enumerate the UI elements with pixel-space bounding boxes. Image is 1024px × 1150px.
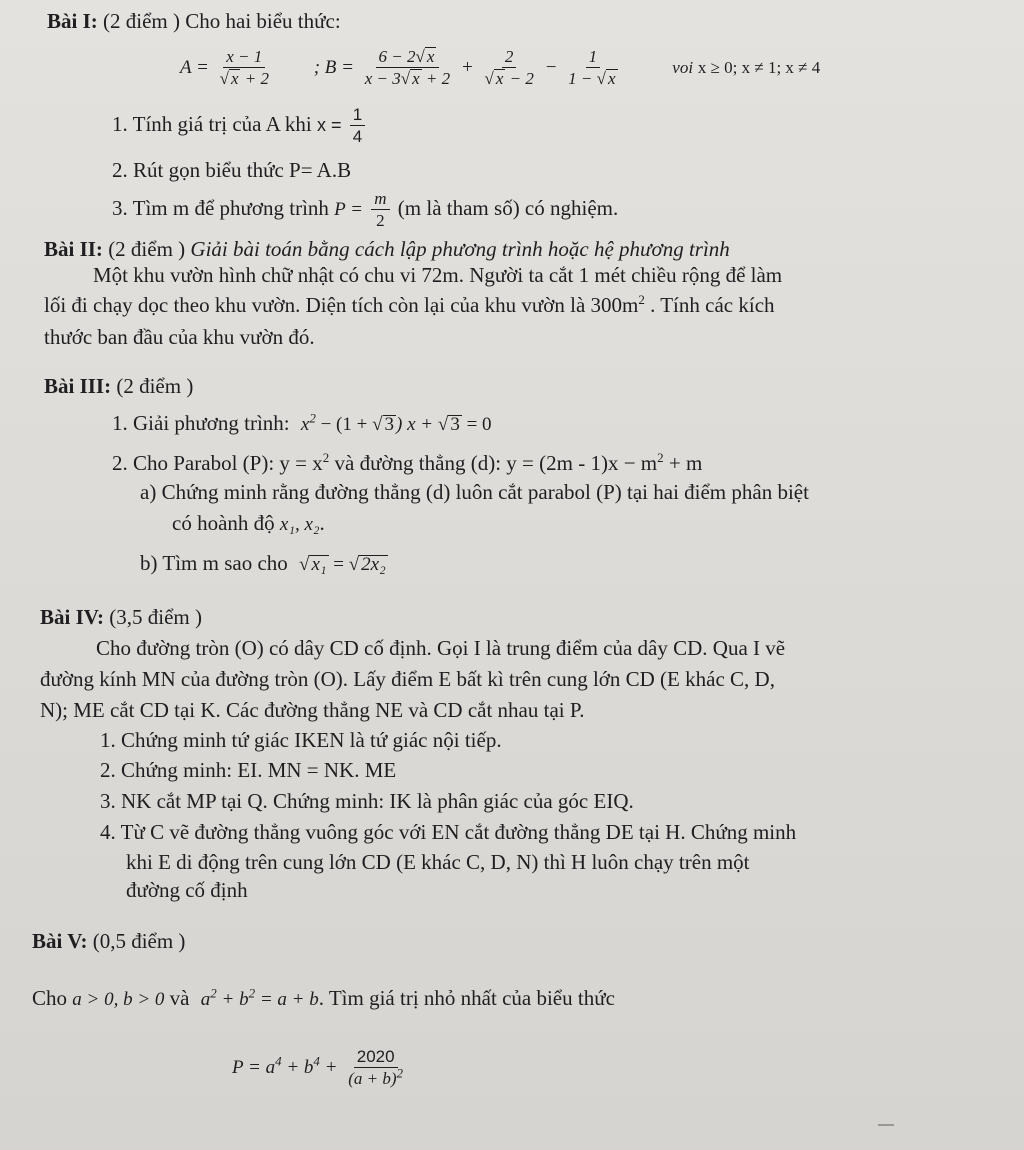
bai5-eq-b: + b (216, 989, 249, 1010)
qb-rad1: x₁ (311, 554, 327, 575)
P-den: (a + b) (348, 1069, 397, 1089)
qb-eq: = (333, 554, 344, 575)
bai3-q2-sup: 2 (322, 450, 330, 465)
bai5-line1b: . Tìm giá trị nhỏ nhất của biểu thức (318, 986, 615, 1010)
bai5-line1 (32, 985, 615, 1013)
bai3-q1-text: 1. Giải phương trình: (112, 411, 290, 435)
bai3-qa-line1: a) Chứng minh rằng đường thẳng (d) luôn cắt parabol (P) tại hai điểm phân biệt (140, 480, 809, 504)
B-den-b: + 2 (425, 69, 451, 89)
bai4-q4-line2: khi E di động trên cung lớn CD (E khác C, D, N) thì H luôn chạy trên một (126, 850, 750, 874)
f3-denominator: 1 − √ x (568, 69, 616, 89)
bai3-q2-sup2: 2 (657, 450, 664, 465)
A-numerator: x − 1 (223, 47, 265, 68)
A-fraction (217, 47, 272, 90)
A-def: A = (180, 57, 209, 78)
bai1-q2: 2. Rút gọn biểu thức P= A.B (112, 158, 352, 182)
bai2-line2b: . Tính các kích (650, 293, 775, 317)
bai2-line1: Một khu vườn hình chữ nhật có chu vi 72m. Người ta cắt 1 mét chiều rộng để làm (93, 263, 783, 287)
bai5-heading: Bài V: (32, 929, 88, 953)
bai1-q1 (112, 104, 368, 148)
bai2-line3: thước ban đầu của khu vườn đó. (44, 325, 315, 349)
P-mid: + b (281, 1057, 314, 1078)
eq-rad2: 3 (450, 414, 460, 435)
f3-den-a: 1 − (568, 69, 593, 89)
bai5-eq-c: = a + b (255, 989, 319, 1010)
P-plus: + (319, 1057, 338, 1078)
bai3-q2 (112, 450, 702, 476)
condition-label: voi (672, 58, 694, 77)
P-den-sup: 2 (396, 1065, 404, 1081)
bai3-q2-end: + m (663, 451, 703, 475)
bai3-heading: Bài III: (44, 374, 112, 398)
f2-den-radicand: x (495, 69, 504, 89)
bai2-instruction: Giải bài toán bằng cách lập phương trình hoặc hệ phương trình (190, 237, 730, 261)
bai5-eq-sup2: 2 (248, 985, 256, 1001)
B-num-radicand: x (426, 47, 435, 67)
bai2-heading-line (44, 236, 730, 262)
bai2-line2 (44, 292, 775, 318)
bai5-eq-a: a (200, 989, 211, 1010)
B-def: ; B = (313, 57, 354, 78)
eq-rad1: 3 (384, 414, 395, 435)
bai5-cond: a > 0, b > 0 (72, 989, 165, 1010)
B-fraction-3 (565, 47, 620, 90)
eq-x-sup: 2 (309, 410, 316, 426)
bai5-points: (0,5 điểm ) (92, 929, 186, 953)
minus-sign: − (544, 57, 558, 78)
bai2-line2a: lối đi chạy dọc theo khu vườn. Diện tích còn lại của khu vườn là (44, 293, 586, 317)
bai5-eq-sup1: 2 (210, 985, 217, 1001)
bai3-qb-text: b) Tìm m sao cho (140, 551, 288, 575)
f2-den-rest: − 2 (509, 69, 534, 89)
q1-text: 1. Tính giá trị của A khi (112, 112, 312, 136)
bai4-line1: Cho đường tròn (O) có dây CD cố định. Gọi I là trung điểm của dây CD. Qua I vẽ (96, 636, 786, 660)
bai5-P-expression (232, 1044, 409, 1092)
q3-rest: (m là tham số) có nghiệm. (397, 196, 619, 220)
bai3-qa-line2 (172, 510, 325, 538)
bai4-line2: đường kính MN của đường tròn (O). Lấy điểm E bất kì trên cung lớn CD (E khác C, D, (40, 667, 775, 691)
bai4-heading-line (40, 604, 202, 630)
bai4-q2: 2. Chứng minh: EI. MN = NK. ME (100, 758, 397, 782)
q3-denominator: 2 (376, 210, 385, 230)
bai4-q1: 1. Chứng minh tứ giác IKEN là tứ giác nội tiếp. (100, 728, 502, 752)
bai3-q2-text: 2. Cho Parabol (P): y = x (112, 451, 323, 475)
bai3-qb-equation: √ x₁ = √ 2x₂ (299, 554, 386, 575)
A-den-rest: + 2 (244, 69, 269, 89)
eq-x: x (300, 414, 310, 435)
P-fraction (345, 1047, 406, 1090)
A-denominator: √ x + 2 (219, 69, 269, 89)
q1-var: x = (316, 115, 342, 135)
eq-d: = 0 (461, 414, 492, 435)
bai3-points: (2 điểm ) (116, 374, 194, 398)
B-fraction-2 (481, 47, 536, 90)
bai3-qa-dot: . (319, 511, 325, 535)
f3-numerator: 1 (586, 47, 601, 68)
q3-fraction (371, 189, 389, 232)
bai4-heading: Bài IV: (40, 605, 104, 629)
bai5-cho: Cho (32, 986, 68, 1010)
bai1-heading: Bài I: (47, 9, 98, 33)
q3-text: 3. Tìm m để phương trình (112, 196, 329, 220)
P-denominator (345, 1065, 406, 1090)
bai2-area-sup: 2 (638, 292, 645, 307)
f2-denominator: √ x − 2 (484, 69, 534, 89)
B-den-a: x − 3 (364, 69, 401, 89)
pencil-mark (878, 1124, 894, 1126)
bai3-q2-mid: và đường thẳng (d): y = (2m - 1)x − m (329, 451, 658, 475)
bai1-q3 (112, 186, 618, 232)
bai3-qb (140, 550, 388, 578)
A-den-radicand: x (230, 69, 239, 89)
bai1-points: (2 điểm ) Cho hai biểu thức: (103, 9, 341, 33)
bai4-points: (3,5 điểm ) (109, 605, 202, 629)
B-num-a: 6 − 2 (378, 47, 416, 67)
B-den-radicand: x (412, 69, 420, 89)
bai1-heading-line (47, 8, 341, 34)
bai2-points: (2 điểm ) (108, 237, 186, 261)
bai5-equation (200, 985, 319, 1010)
q3-numerator: m (371, 189, 389, 210)
eq-c: ) x + (396, 414, 438, 435)
q1-numerator: 1 (350, 105, 365, 126)
bai3-q1 (112, 410, 492, 438)
plus-sign: + (460, 57, 474, 78)
bai4-q3: 3. NK cắt MP tại Q. Chứng minh: IK là phân giác của góc EIQ. (100, 789, 634, 813)
P-numerator: 2020 (354, 1047, 398, 1068)
bai3-qa-text: có hoành độ (172, 511, 275, 535)
P-sup2: 4 (313, 1053, 320, 1069)
bai2-heading: Bài II: (44, 237, 103, 261)
f3-den-radicand: x (608, 69, 616, 89)
q3-P: P = (334, 199, 364, 220)
bai4-q4-line1: 4. Từ C vẽ đường thẳng vuông góc với EN cắt đường thẳng DE tại H. Chứng minh (100, 820, 797, 844)
bai5-heading-line (32, 928, 185, 954)
bai4-q4-line3: đường cố định (126, 878, 248, 902)
B-fraction-1 (362, 47, 453, 90)
q1-denominator: 4 (352, 126, 363, 146)
condition: x ≥ 0; x ≠ 1; x ≠ 4 (697, 58, 821, 77)
qb-rad2: 2x₂ (361, 554, 386, 575)
bai3-q1-equation: $x^2 - (1$ + √ 3 ) x + √ 3 = 0 (300, 410, 492, 435)
B-numerator: 6 − 2√ x (376, 47, 440, 68)
q1-fraction (350, 105, 365, 148)
bai1-expressions (180, 44, 820, 92)
bai2-area: 300m (590, 293, 639, 317)
f2-numerator: 2 (502, 47, 517, 68)
bai5-va: và (169, 986, 190, 1010)
B-denominator: x − 3√ x + 2 (364, 69, 451, 89)
P-lhs: P = a (232, 1057, 276, 1078)
bai3-heading-line (44, 373, 193, 399)
bai3-qa-vars: x₁, x₂ (279, 514, 320, 535)
eq-b: − (1 + (315, 414, 373, 435)
P-sup1: 4 (275, 1053, 282, 1069)
bai4-line3: N); ME cắt CD tại K. Các đường thẳng NE và CD cắt nhau tại P. (40, 698, 585, 722)
